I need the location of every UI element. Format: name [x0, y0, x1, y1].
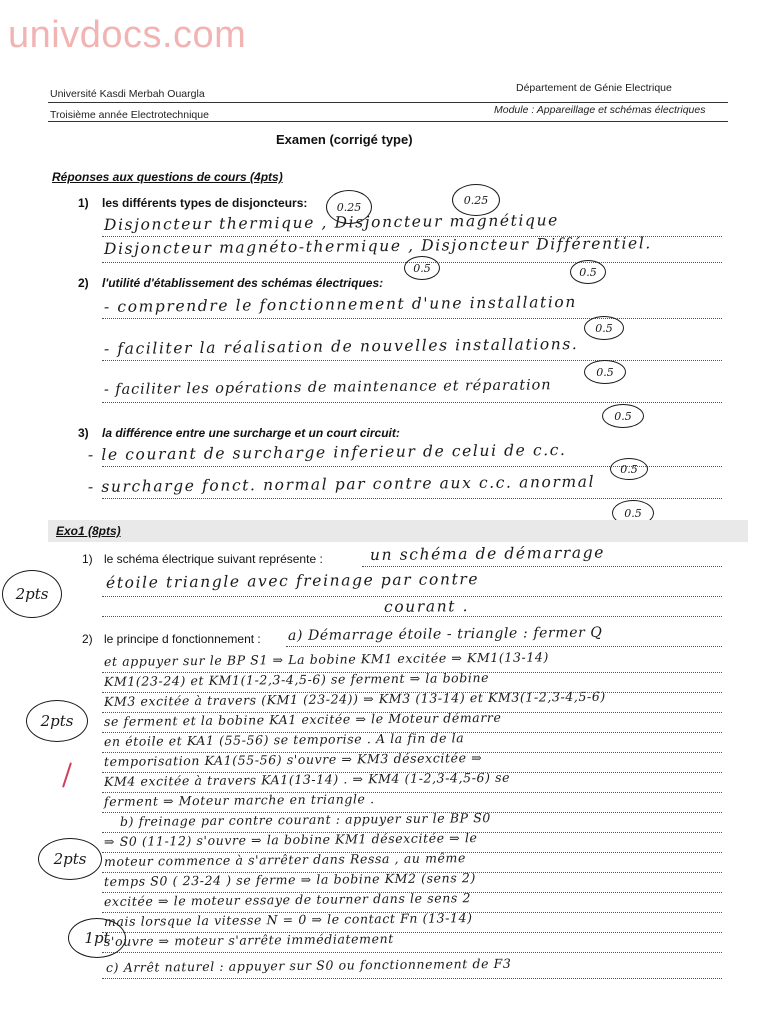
score-circle: 0.5: [610, 458, 648, 480]
course-q1-answer-line: Disjoncteur magnéto-thermique , Disjoncteur Différentiel.: [103, 234, 652, 258]
answer-dotted-line: [102, 616, 722, 617]
answer-dotted-line: [102, 912, 722, 913]
course-q3-answer-line: - le courant de surcharge inferieur de celui de c.c.: [87, 440, 567, 464]
exo1-q2-answer-line: moteur commence à s'arrêter dans Ressa , au même: [103, 850, 467, 869]
module-label: Module : Appareillage et schémas électriques: [494, 104, 706, 116]
exo1-q2-answer-line: excitée ⇒ le moteur essaye de tourner dans le sens 2: [103, 890, 472, 909]
score-circle: 1pt: [68, 918, 126, 958]
course-q2-answer-line: - faciliter les opérations de maintenance et réparation: [103, 377, 552, 398]
answer-dotted-line: [102, 772, 722, 773]
course-q2-answer-line: - faciliter la réalisation de nouvelles installations.: [103, 335, 579, 358]
header-rule-2: [48, 121, 728, 122]
score-circle: 0.5: [612, 500, 654, 526]
score-circle: 0.5: [404, 256, 440, 280]
exo1-q1-answer-line: étoile triangle avec freinage par contre: [105, 570, 480, 592]
exo1-q1-text: le schéma électrique suivant représente :: [104, 552, 323, 566]
answer-dotted-line: [102, 752, 722, 753]
answer-dotted-line: [102, 952, 722, 953]
exo1-q1-number: 1): [82, 552, 93, 566]
course-q2-answer-line: - comprendre le fonctionnement d'une installation: [103, 293, 577, 316]
score-circle: 0.5: [584, 360, 626, 384]
watermark-text: univdocs.com: [8, 14, 247, 56]
exo1-q2-answer-line: et appuyer sur le BP S1 ⇒ La bobine KM1 excitée ⇒ KM1(13-14): [103, 649, 549, 669]
exo1-q2-answer-line: KM3 excitée à travers (KM1 (23-24)) ⇒ KM3 (13-14) et KM3(1-2,3-4,5-6): [103, 688, 606, 709]
score-circle: 2pts: [26, 700, 88, 742]
exo1-q2-text: le principe d fonctionnement :: [104, 632, 261, 646]
course-q3-text: la différence entre une surcharge et un court circuit:: [102, 426, 400, 440]
score-circle: 2pts: [2, 570, 62, 618]
exo1-q2-answer-line: ferment ⇒ Moteur marche en triangle .: [103, 791, 375, 809]
exo1-q2-answer-line: b) freinage par contre courant : appuyer sur le BP S0: [119, 810, 491, 829]
answer-dotted-line: [102, 360, 722, 361]
exo1-q1-answer-line: courant .: [383, 597, 470, 616]
score-circle: 0.25: [326, 190, 372, 224]
exo1-q2-number: 2): [82, 632, 93, 646]
exo1-q2-answer-line: mais lorsque la vitesse N = 0 ⇒ le contact Fn (13-14): [103, 910, 473, 929]
score-circle: 0.5: [602, 404, 644, 428]
exo1-q2-answer-inline: a) Démarrage étoile - triangle : fermer Q: [287, 624, 603, 644]
answer-dotted-line: [102, 672, 722, 673]
answer-dotted-line: [102, 498, 722, 499]
year-label: Troisième année Electrotechnique: [50, 109, 209, 121]
answer-dotted-line: [102, 852, 722, 853]
answer-dotted-line: [102, 792, 722, 793]
answer-dotted-line: [102, 732, 722, 733]
course-q3-answer-line: - surcharge fonct. normal par contre aux c.c. anormal: [87, 472, 596, 496]
course-q1-answer-line: Disjoncteur thermique , Disjoncteur magnétique: [103, 211, 559, 234]
exo1-q2-answer-line: en étoile et KA1 (55-56) se temporise . A la fin de la: [103, 730, 465, 749]
exo1-heading-band: [48, 520, 748, 542]
answer-dotted-line: [102, 402, 722, 403]
answer-dotted-line: [102, 892, 722, 893]
exo1-q2-answer-line: ⇒ S0 (11-12) s'ouvre ⇒ la bobine KM1 désexcitée ⇒ le: [103, 830, 478, 849]
exo1-q2-answer-line: se ferment et la bobine KA1 excitée ⇒ le Moteur démarre: [103, 709, 502, 729]
exo1-heading: Exo1 (8pts): [56, 524, 121, 538]
red-pen-mark: [62, 762, 72, 787]
exo1-q2-answer-line: KM4 excitée à travers KA1(13-14) . ⇒ KM4 (1-2,3-4,5-6) se: [103, 769, 511, 789]
answer-dotted-line: [102, 832, 722, 833]
score-circle: 0.5: [584, 316, 624, 340]
course-q1-number: 1): [78, 196, 89, 210]
answer-dotted-line: [102, 318, 722, 319]
exo1-q2-answer-line: c) Arrêt naturel : appuyer sur S0 ou fonctionnement de F3: [105, 955, 512, 975]
university-name: Université Kasdi Merbah Ouargla: [50, 88, 205, 100]
page-title: Examen (corrigé type): [276, 132, 413, 147]
course-q2-text: l'utilité d'établissement des schémas électriques:: [102, 276, 384, 290]
answer-dotted-line: [102, 978, 722, 979]
answer-dotted-line: [102, 932, 722, 933]
score-circle: 0.5: [570, 260, 606, 284]
course-section-heading: Réponses aux questions de cours (4pts): [52, 170, 283, 184]
answer-dotted-line: [102, 872, 722, 873]
score-circle: 2pts: [38, 838, 102, 880]
course-q2-number: 2): [78, 276, 89, 290]
score-circle: 0.25: [452, 184, 500, 216]
course-q3-number: 3): [78, 426, 89, 440]
exo1-q2-answer-line: KM1(23-24) et KM1(1-2,3-4,5-6) se ferment ⇒ la bobine: [103, 669, 490, 689]
exo1-q2-answer-line: temporisation KA1(55-56) s'ouvre ⇒ KM3 désexcitée ⇒: [103, 750, 483, 769]
answer-dotted-line: [102, 712, 722, 713]
answer-dotted-line: [102, 812, 722, 813]
answer-dotted-line: [362, 566, 722, 567]
header-rule: [48, 102, 728, 103]
answer-dotted-line: [102, 692, 722, 693]
exo1-q1-answer-inline: un schéma de démarrage: [369, 543, 606, 564]
exo1-q2-answer-line: s'ouvre ⇒ moteur s'arrête immédiatement: [103, 930, 394, 949]
answer-dotted-line: [286, 646, 722, 647]
department-name: Département de Génie Electrique: [516, 82, 672, 94]
course-q1-text: les différents types de disjoncteurs:: [102, 196, 308, 210]
exo1-q2-answer-line: temps S0 ( 23-24 ) se ferme ⇒ la bobine KM2 (sens 2): [103, 870, 476, 889]
